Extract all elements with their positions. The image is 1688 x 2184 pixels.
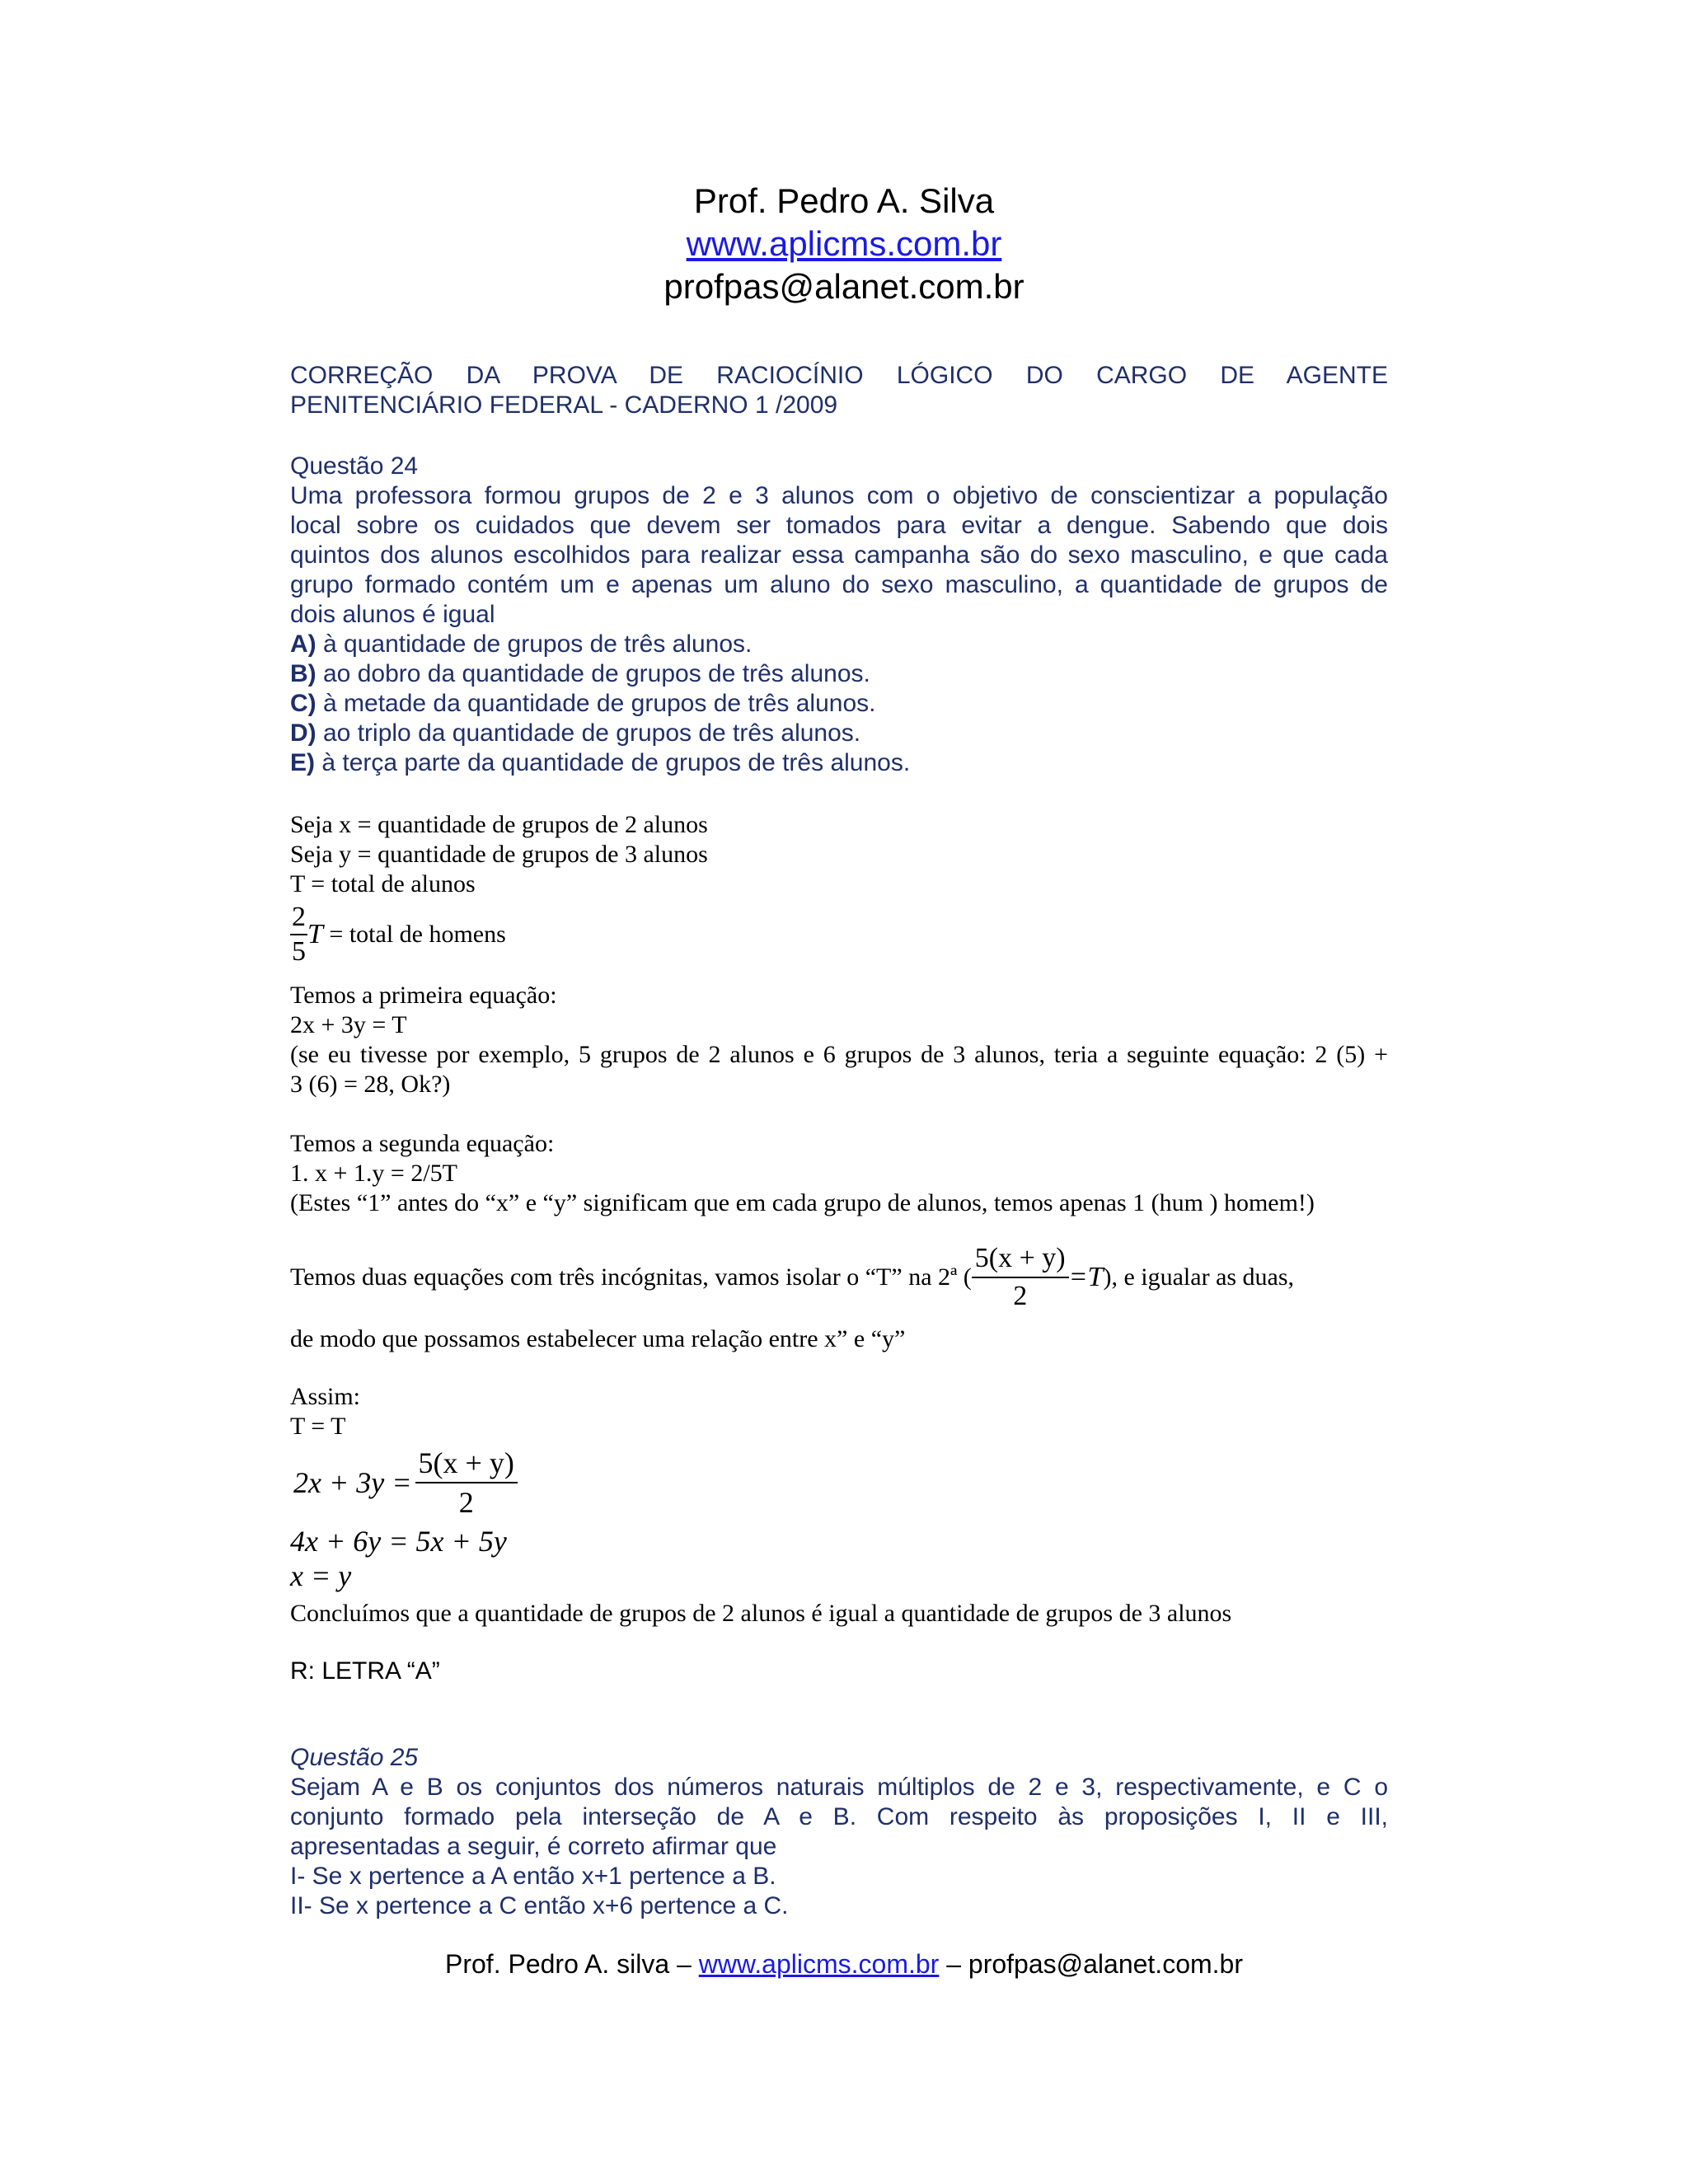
solution-definitions [290, 810, 1388, 899]
website-link[interactable]: www.aplicms.com.br [686, 224, 1002, 263]
question-25-heading: Questão 25 [290, 1744, 419, 1771]
first-equation-label: Temos a primeira equação: [290, 982, 557, 1009]
question-24-heading: Questão 24 [290, 452, 419, 480]
question-24-line: grupo formado contém um e apenas um aluno do sexo masculino, a quantidade de grupos de [290, 571, 1388, 598]
question-25-line: Sejam A e B os conjuntos dos números naturais múltiplos de 2 e 3, respectivamente, e C o [290, 1774, 1388, 1801]
question-24-line: local sobre os cuidados que devem ser tomados para evitar a dengue. Sabendo que dois [290, 512, 1388, 539]
footer-author: Prof. Pedro A. silva – [445, 1949, 692, 1979]
example-line-2: 3 (6) = 28, Ok?) [290, 1071, 451, 1098]
first-equation: 2x + 3y = T [290, 1011, 407, 1038]
definition-t: T = total de alunos [290, 870, 476, 898]
second-equation: 1. x + 1.y = 2/5T [290, 1160, 457, 1187]
question-24 [290, 452, 1388, 778]
page-footer [0, 1947, 1688, 1980]
email-address: profpas@alanet.com.br [663, 267, 1025, 306]
page-header [0, 180, 1688, 308]
option-e: E) à terça parte da quantidade de grupos de três alunos. [290, 749, 911, 776]
document-title [290, 361, 1388, 420]
second-equation-note: (Estes “1” antes do “x” e “y” significam que em cada grupo de alunos, temos apenas 1 (hum ) homem!) [290, 1189, 1315, 1216]
equation-2: 4x + 6y = 5x + 5y [290, 1525, 507, 1558]
t-equals-t: T = T [290, 1413, 346, 1440]
fraction-eq1: $\frac{5(x + y)}{2}$ [415, 1444, 518, 1521]
option-b: B) ao dobro da quantidade de grupos de três alunos. [290, 660, 870, 687]
title-line-1: CORREÇÃO DA PROVA DE RACIOCÍNIO LÓGICO DO CARGO DE AGENTE [290, 362, 1388, 389]
second-equation-label: Temos a segunda equação: [290, 1130, 555, 1157]
author-name: Prof. Pedro A. Silva [693, 181, 995, 220]
conclusion: Concluímos que a quantidade de grupos de 2 alunos é igual a quantidade de grupos de 3 alunos [290, 1600, 1232, 1627]
proposition-ii: II- Se x pertence a C então x+6 pertence a C. [290, 1892, 789, 1919]
title-line-2: PENITENCIÁRIO FEDERAL - CADERNO 1 /2009 [290, 391, 838, 419]
total-men-expression: $\frac{2}{5}$ T = total de homens [292, 902, 506, 967]
isolate-t-line: Temos duas equações com três incógnitas, vamos isolar o “T” na 2ª ( $\frac{5(x + y)}{2}$ =T), e igualar as duas, [290, 1240, 1388, 1323]
question-24-line: dois alunos é igual [290, 601, 495, 628]
footer-email: – profpas@alanet.com.br [946, 1949, 1243, 1979]
question-25-line: apresentadas a seguir, é correto afirmar que [290, 1833, 777, 1860]
assim-label: Assim: [290, 1383, 361, 1410]
option-d: D) ao triplo da quantidade de grupos de três alunos. [290, 719, 861, 747]
question-25 [290, 1743, 1388, 1921]
definition-y: Seja y = quantidade de grupos de 3 alunos [290, 841, 708, 868]
assim-block [290, 1382, 1388, 1441]
option-a: A) à quantidade de grupos de três alunos. [290, 630, 753, 658]
example-line-1: (se eu tivesse por exemplo, 5 grupos de 2 alunos e 6 grupos de 3 alunos, teria a seguinte equação: 2 (5) + [290, 1041, 1388, 1068]
question-25-line: conjunto formado pela interseção de A e B. Com respeito às proposições I, II e III, [290, 1803, 1388, 1830]
fraction-two-fifths: $\frac{2}{5}$ [292, 902, 306, 967]
footer-website-link[interactable]: www.aplicms.com.br [698, 1949, 940, 1979]
isolate-t-line-2: de modo que possamos estabelecer uma relação entre x” e “y” [290, 1325, 906, 1352]
equation-1: 2x + 3y = $\frac{5(x + y)}{2}$ [290, 1444, 1388, 1526]
first-equation-block [290, 981, 1388, 1099]
option-c: C) à metade da quantidade de grupos de três alunos. [290, 690, 876, 717]
question-24-line: Uma professora formou grupos de 2 e 3 alunos com o objetivo de conscientizar a população [290, 482, 1388, 509]
question-24-line: quintos dos alunos escolhidos para realizar essa campanha são do sexo masculino, e que cada [290, 541, 1388, 569]
equation-3: x = y [290, 1559, 352, 1592]
answer: R: LETRA “A” [290, 1657, 440, 1685]
second-equation-block [290, 1129, 1388, 1218]
fraction-isolate: $\frac{5(x + y)}{2}$ [972, 1240, 1069, 1315]
proposition-i: I- Se x pertence a A então x+1 pertence a B. [290, 1863, 776, 1890]
definition-x: Seja x = quantidade de grupos de 2 alunos [290, 811, 708, 838]
